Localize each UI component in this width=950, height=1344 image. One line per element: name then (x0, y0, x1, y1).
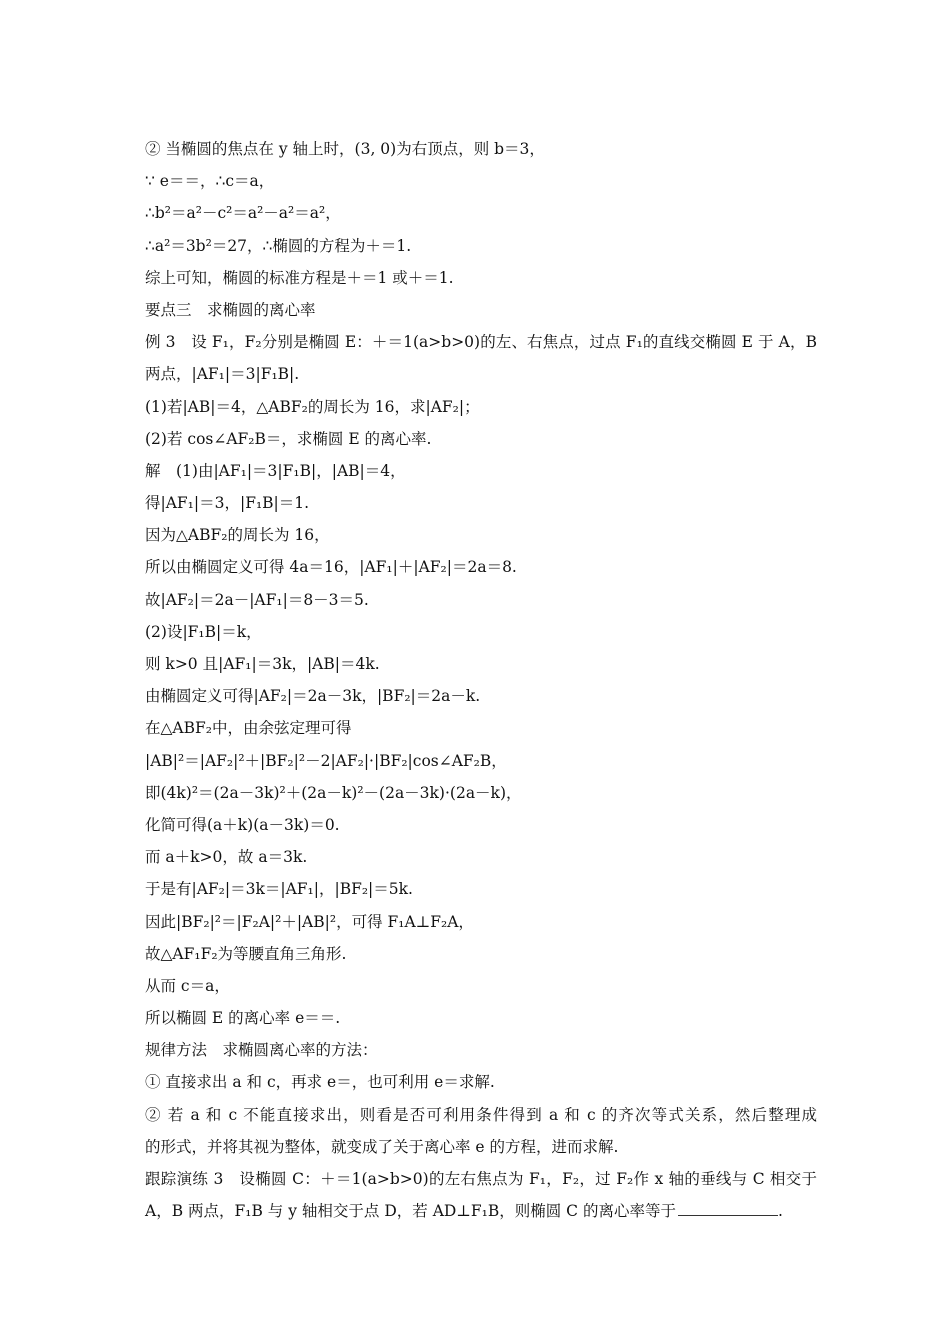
method-heading: 规律方法 求椭圆离心率的方法： (145, 1041, 378, 1060)
solution-line: 解 (1)由|AF₁|＝3|F₁B|，|AB|＝4， (145, 461, 406, 480)
solution-line: (2)设|F₁B|＝k， (145, 622, 262, 641)
section-heading: 要点三 求椭圆的离心率 (145, 300, 316, 319)
document-body (145, 133, 817, 1227)
solution-line: 在△ABF₂中，由余弦定理可得 (145, 719, 352, 738)
question-1: (1)若|AB|＝4，△ABF₂的周长为 16，求|AF₂|； (145, 397, 480, 416)
solution-line: 因为△ABF₂的周长为 16， (145, 526, 330, 545)
example-3-line-1: 例 3 设 F₁，F₂分别是椭圆 E：＋＝1(a>b>0)的左、右焦点，过点 F₁的直线交椭圆 E 于 A，B (145, 333, 817, 352)
method-item-2-line-1: ② 若 a 和 c 不能直接求出，则看是否可利用条件得到 a 和 c 的齐次等式关系，然后整理成 (145, 1105, 817, 1124)
solution-line: 得|AF₁|＝3，|F₁B|＝1. (145, 494, 310, 513)
exercise-3-line-1: 跟踪演练 3 设椭圆 C：＋＝1(a>b>0)的左右焦点为 F₁，F₂，过 F₂作 x 轴的垂线与 C 相交于 (145, 1170, 817, 1188)
example-3-line-2: 两点，|AF₁|＝3|F₁B|. (145, 365, 300, 384)
solution-line: 因此|BF₂|²＝|F₂A|²＋|AB|²，可得 F₁A⊥F₂A， (145, 912, 474, 931)
exercise-3-line-2 (145, 1195, 817, 1227)
text-line: ∴a²＝3b²＝27，∴椭圆的方程为＋＝1. (145, 236, 412, 255)
solution-line: 所以椭圆 E 的离心率 e＝＝. (145, 1009, 341, 1028)
answer-blank[interactable] (678, 1201, 778, 1216)
text-line: 综上可知，椭圆的标准方程是＋＝1 或＋＝1. (145, 268, 454, 287)
solution-line: 由椭圆定义可得|AF₂|＝2a－3k，|BF₂|＝2a－k. (145, 687, 481, 706)
solution-line: 故△AF₁F₂为等腰直角三角形. (145, 944, 347, 963)
solution-line: 故|AF₂|＝2a－|AF₁|＝8－3＝5. (145, 590, 369, 609)
solution-line: 则 k>0 且|AF₁|＝3k，|AB|＝4k. (145, 655, 380, 673)
solution-line: 从而 c＝a， (145, 976, 230, 995)
solution-line: 于是有|AF₂|＝3k＝|AF₁|，|BF₂|＝5k. (145, 880, 413, 899)
solution-line: 所以由椭圆定义可得 4a＝16，|AF₁|＋|AF₂|＝2a＝8. (145, 558, 517, 577)
question-2: (2)若 cos∠AF₂B＝，求椭圆 E 的离心率. (145, 429, 432, 448)
exercise-3-text: A，B 两点，F₁B 与 y 轴相交于点 D，若 AD⊥F₁B，则椭圆 C 的离心率等于 (145, 1202, 676, 1221)
text-line: ∵ e＝＝，∴c＝a， (145, 172, 275, 191)
method-item-2-line-2: 的形式，并将其视为整体，就变成了关于离心率 e 的方程，进而求解. (145, 1137, 619, 1156)
text-line: ② 当椭圆的焦点在 y 轴上时，(3, 0)为右顶点，则 b＝3， (145, 140, 545, 158)
solution-line: 即(4k)²＝(2a－3k)²＋(2a－k)²－(2a－3k)·(2a－k)， (145, 783, 522, 802)
exercise-3-period: . (777, 1202, 783, 1221)
solution-line: 化简可得(a＋k)(a－3k)＝0. (145, 815, 340, 834)
solution-line: |AB|²＝|AF₂|²＋|BF₂|²－2|AF₂|·|BF₂|cos∠AF₂B， (145, 751, 507, 770)
method-item-1: ① 直接求出 a 和 c，再求 e＝，也可利用 e＝求解. (145, 1073, 495, 1092)
text-line: ∴b²＝a²－c²＝a²－a²＝a²， (145, 204, 341, 223)
solution-line: 而 a＋k>0，故 a＝3k. (145, 848, 308, 867)
